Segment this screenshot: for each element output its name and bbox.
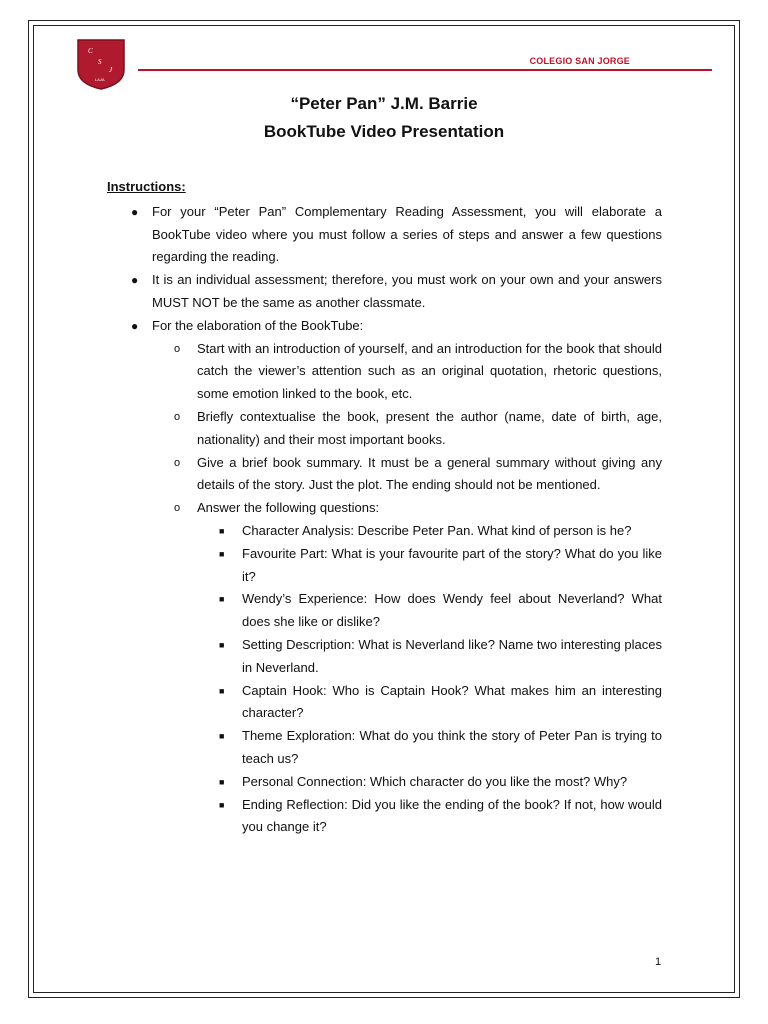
square-bullet-icon: ■	[219, 594, 225, 605]
list-item: ● For your “Peter Pan” Complementary Reading Assessment, you will elaborate a BookTube video where you must follow a series of steps and answer a few questions regarding the reading.	[107, 201, 662, 269]
list-item: ■ Favourite Part: What is your favourite part of the story? What do you like it?	[197, 543, 662, 589]
list-item: o Start with an introduction of yourself, and an introduction for the book that should catch the viewer’s attention such as an original quotation, rhetoric questions, some emotion linked to the book, etc.	[152, 338, 662, 406]
circle-bullet-icon: o	[174, 342, 181, 355]
list-item: ■ Theme Exploration: What do you think the story of Peter Pan is trying to teach us?	[197, 725, 662, 771]
square-bullet-icon: ■	[219, 731, 225, 742]
instructions-list	[107, 201, 662, 839]
list-item: ■ Personal Connection: Which character do you like the most? Why?	[197, 771, 662, 794]
list-item: o Give a brief book summary. It must be a general summary without giving any details of the story. Just the plot. The ending should not be mentioned.	[152, 452, 662, 498]
list-item: ■ Setting Description: What is Neverland like? Name two interesting places in Neverland.	[197, 634, 662, 680]
instructions-section	[107, 176, 662, 839]
square-bullet-icon: ■	[219, 799, 225, 810]
square-bullet-icon: ■	[219, 525, 225, 536]
square-bullet-icon: ■	[219, 639, 225, 650]
school-name: COLEGIO SAN JORGE	[529, 56, 630, 66]
svg-text:LAJA: LAJA	[95, 77, 105, 82]
list-item: ■ Character Analysis: Describe Peter Pan. What kind of person is he?	[197, 520, 662, 543]
list-item: ● For the elaboration of the BookTube: o Start with an introduction of yourself, and an introduction for the book that should catch the viewer’s attention such as an original quotation, rhetoric questions, some emotion linked to the book, etc. o Briefly contextualise the book, present the author (name, date of birth, age, nationality) and their most important books. o Give a brief book summary. It must be a general summary without giving any details of the story. Just the plot. The ending should not be mentioned. o Answer the following questions: ■ Character Analysis: Describe Peter Pan. What kind of person is he? ■ Favourite Part: What is your favourite part of the story? What do you like it? ■ Wendy’s Experience: How does Wendy feel about Neverland? What does she like or dislike? ■ Setting Description: What is Neverland like? Name two interesting places in Neverland. ■ Captain Hook: Who is Captain Hook? What makes him an interesting character? ■ Theme Exploration: What do you think the story of Peter Pan is trying to teach us? ■ Personal Connection: Which character do you like the most? Why? ■ Ending Reflection: Did you like the ending of the book? If not, how would you change it?	[107, 315, 662, 839]
page-number: 1	[655, 956, 662, 968]
list-item: o Briefly contextualise the book, present the author (name, date of birth, age, nationality) and their most important books.	[152, 406, 662, 452]
list-item: ■ Captain Hook: Who is Captain Hook? What makes him an interesting character?	[197, 680, 662, 726]
square-bullet-icon: ■	[219, 685, 225, 696]
bullet-icon: ●	[131, 204, 139, 219]
document-title: “Peter Pan” J.M. Barrie	[290, 94, 478, 113]
list-item: ● It is an individual assessment; therefore, you must work on your own and your answers MUST NOT be the same as another classmate.	[107, 269, 662, 315]
school-crest-logo	[76, 38, 126, 90]
questions-list	[197, 520, 662, 839]
square-bullet-icon: ■	[219, 548, 225, 559]
square-bullet-icon: ■	[219, 776, 225, 787]
svg-text:S: S	[98, 58, 102, 66]
document-subtitle: BookTube Video Presentation	[263, 122, 505, 141]
list-item: o Answer the following questions: ■ Character Analysis: Describe Peter Pan. What kind of person is he? ■ Favourite Part: What is your favourite part of the story? What do you like it? ■ Wendy’s Experience: How does Wendy feel about Neverland? What does she like or dislike? ■ Setting Description: What is Neverland like? Name two interesting places in Neverland. ■ Captain Hook: Who is Captain Hook? What makes him an interesting character? ■ Theme Exploration: What do you think the story of Peter Pan is trying to teach us? ■ Personal Connection: Which character do you like the most? Why? ■ Ending Reflection: Did you like the ending of the book? If not, how would you change it?	[152, 497, 662, 839]
svg-text:J: J	[109, 66, 113, 74]
bullet-icon: ●	[131, 318, 139, 333]
instructions-heading: Instructions:	[107, 179, 186, 194]
list-item: ■ Ending Reflection: Did you like the ending of the book? If not, how would you change it?	[197, 794, 662, 840]
circle-bullet-icon: o	[174, 502, 181, 515]
circle-bullet-icon: o	[174, 456, 181, 469]
booktube-steps-list	[152, 338, 662, 840]
list-item: ■ Wendy’s Experience: How does Wendy feel about Neverland? What does she like or dislike?	[197, 588, 662, 634]
circle-bullet-icon: o	[174, 410, 181, 423]
svg-text:C: C	[88, 47, 93, 55]
header-divider	[138, 69, 712, 71]
bullet-icon: ●	[131, 273, 139, 288]
